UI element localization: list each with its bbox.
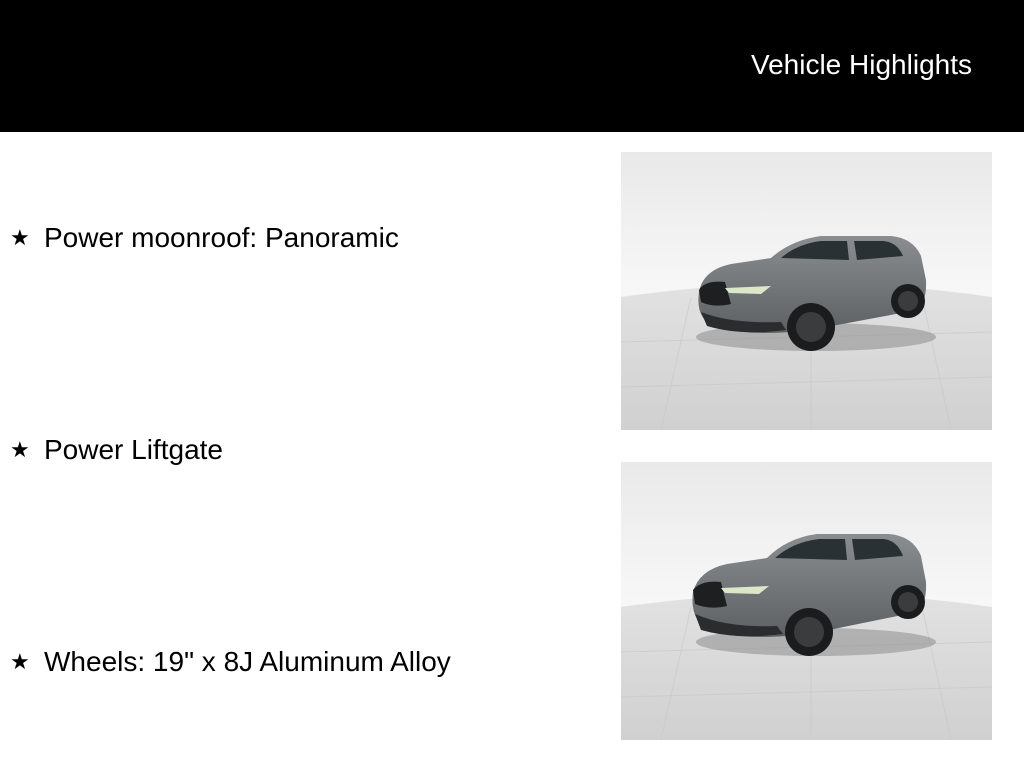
highlight-item <box>10 221 399 255</box>
highlight-label: Power Liftgate <box>44 434 223 465</box>
vehicle-photo <box>621 152 992 430</box>
star-icon: ★ <box>10 649 30 674</box>
vehicle-photo <box>621 462 992 740</box>
star-icon: ★ <box>10 437 30 462</box>
highlight-label: Wheels: 19" x 8J Aluminum Alloy <box>44 646 451 677</box>
star-icon: ★ <box>10 225 30 250</box>
page-title: Vehicle Highlights <box>750 49 972 80</box>
highlight-item <box>10 433 223 467</box>
highlight-label: Power moonroof: Panoramic <box>44 222 399 253</box>
header-bar <box>0 0 1024 132</box>
highlight-item <box>10 645 451 679</box>
